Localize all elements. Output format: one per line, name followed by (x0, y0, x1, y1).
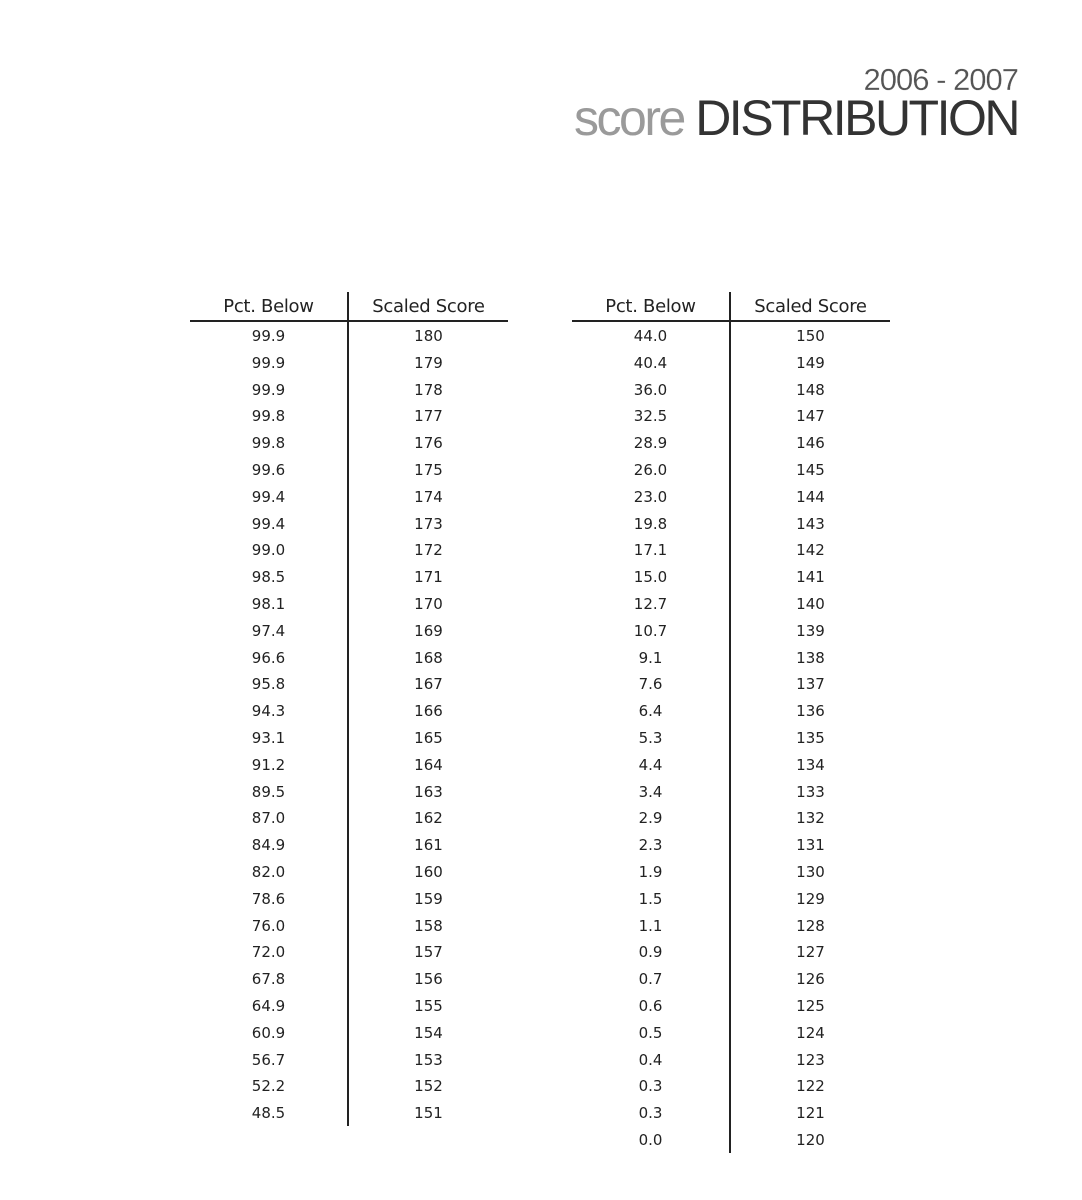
scaled-score-cell: 173 (414, 514, 443, 533)
table-row (190, 644, 508, 671)
table-row (572, 831, 890, 858)
scaled-score-cell: 125 (796, 996, 825, 1015)
pct-below-cell: 48.5 (190, 1099, 349, 1126)
table-row (572, 644, 890, 671)
pct-below-cell: 99.8 (190, 402, 349, 429)
pct-below-cell: 0.7 (572, 965, 731, 992)
table-row (190, 1046, 508, 1073)
table-row (572, 617, 890, 644)
table-row (572, 510, 890, 537)
scaled-score-cell: 156 (414, 970, 443, 989)
pct-below-cell: 52.2 (190, 1072, 349, 1099)
table-row (572, 670, 890, 697)
column-header-scaled-score: Scaled Score (754, 296, 867, 317)
title-distribution: DISTRIBUTION (695, 90, 1018, 146)
pct-below-cell: 4.4 (572, 751, 731, 778)
pct-below-cell: 26.0 (572, 456, 731, 483)
scaled-score-cell: 177 (414, 407, 443, 426)
pct-below-cell: 82.0 (190, 858, 349, 885)
table-row (190, 483, 508, 510)
pct-below-cell: 1.1 (572, 912, 731, 939)
pct-below-cell: 98.5 (190, 563, 349, 590)
table-row (572, 429, 890, 456)
table-row (190, 590, 508, 617)
scaled-score-cell: 147 (796, 407, 825, 426)
scaled-score-cell: 146 (796, 434, 825, 453)
table-row (572, 590, 890, 617)
table-row (190, 1099, 508, 1126)
scaled-score-cell: 132 (796, 809, 825, 828)
table-row (572, 1099, 890, 1126)
scaled-score-cell: 143 (796, 514, 825, 533)
scaled-score-cell: 166 (414, 702, 443, 721)
pct-below-cell: 0.3 (572, 1099, 731, 1126)
scaled-score-cell: 176 (414, 434, 443, 453)
pct-below-cell: 2.9 (572, 804, 731, 831)
scaled-score-cell: 134 (796, 755, 825, 774)
scaled-score-cell: 157 (414, 943, 443, 962)
table-row (190, 804, 508, 831)
scaled-score-cell: 159 (414, 889, 443, 908)
pct-below-cell: 76.0 (190, 912, 349, 939)
pct-below-cell: 99.4 (190, 483, 349, 510)
table-row (190, 831, 508, 858)
pct-below-cell: 64.9 (190, 992, 349, 1019)
page-title (574, 92, 1018, 144)
scaled-score-cell: 171 (414, 568, 443, 587)
scaled-score-cell: 175 (414, 460, 443, 479)
pct-below-cell: 0.3 (572, 1072, 731, 1099)
table-row (190, 402, 508, 429)
table-row (190, 536, 508, 563)
pct-below-cell: 19.8 (572, 510, 731, 537)
table-row (190, 1019, 508, 1046)
scaled-score-cell: 135 (796, 728, 825, 747)
pct-below-cell: 96.6 (190, 644, 349, 671)
scaled-score-cell: 160 (414, 862, 443, 881)
pct-below-cell: 9.1 (572, 644, 731, 671)
table-row (190, 349, 508, 376)
table-row (190, 778, 508, 805)
scaled-score-cell: 149 (796, 353, 825, 372)
pct-below-cell: 3.4 (572, 778, 731, 805)
table-row (572, 804, 890, 831)
table-row (572, 965, 890, 992)
score-table-left (190, 292, 508, 1126)
table-row (572, 697, 890, 724)
pct-below-cell: 99.4 (190, 510, 349, 537)
pct-below-cell: 72.0 (190, 938, 349, 965)
table-row (190, 858, 508, 885)
table-row (190, 992, 508, 1019)
table-row (190, 376, 508, 403)
pct-below-cell: 15.0 (572, 563, 731, 590)
pct-below-cell: 97.4 (190, 617, 349, 644)
pct-below-cell: 99.6 (190, 456, 349, 483)
scaled-score-cell: 178 (414, 380, 443, 399)
pct-below-cell: 99.9 (190, 376, 349, 403)
pct-below-cell: 99.9 (190, 322, 349, 349)
table-row (572, 563, 890, 590)
pct-below-cell: 95.8 (190, 670, 349, 697)
table-row (572, 912, 890, 939)
table-row (190, 912, 508, 939)
scaled-score-cell: 128 (796, 916, 825, 935)
table-row (572, 938, 890, 965)
table-row (572, 1126, 890, 1153)
scaled-score-cell: 169 (414, 621, 443, 640)
table-row (572, 349, 890, 376)
pct-below-cell: 98.1 (190, 590, 349, 617)
pct-below-cell: 5.3 (572, 724, 731, 751)
scaled-score-cell: 164 (414, 755, 443, 774)
scaled-score-cell: 137 (796, 675, 825, 694)
table-row (572, 376, 890, 403)
table-row (572, 1019, 890, 1046)
scaled-score-cell: 129 (796, 889, 825, 908)
table-row (190, 510, 508, 537)
pct-below-cell: 1.9 (572, 858, 731, 885)
table-row (572, 992, 890, 1019)
pct-below-cell: 99.0 (190, 536, 349, 563)
table-row (572, 724, 890, 751)
year-range: 2006 - 2007 (863, 62, 1018, 97)
scaled-score-cell: 154 (414, 1023, 443, 1042)
scaled-score-cell: 123 (796, 1050, 825, 1069)
table-row (190, 456, 508, 483)
table-body (190, 322, 508, 1126)
scaled-score-cell: 144 (796, 487, 825, 506)
pct-below-cell: 91.2 (190, 751, 349, 778)
scaled-score-cell: 180 (414, 327, 443, 345)
scaled-score-cell: 127 (796, 943, 825, 962)
table-row (190, 965, 508, 992)
scaled-score-cell: 138 (796, 648, 825, 667)
table-row (572, 536, 890, 563)
pct-below-cell: 1.5 (572, 885, 731, 912)
scaled-score-cell: 174 (414, 487, 443, 506)
pct-below-cell: 94.3 (190, 697, 349, 724)
pct-below-cell: 87.0 (190, 804, 349, 831)
pct-below-cell: 44.0 (572, 322, 731, 349)
scaled-score-cell: 162 (414, 809, 443, 828)
scaled-score-cell: 172 (414, 541, 443, 560)
scaled-score-cell: 167 (414, 675, 443, 694)
column-header-pct-below: Pct. Below (572, 292, 731, 320)
pct-below-cell: 0.5 (572, 1019, 731, 1046)
table-row (572, 885, 890, 912)
scaled-score-cell: 120 (796, 1130, 825, 1149)
scaled-score-cell: 163 (414, 782, 443, 801)
scaled-score-cell: 121 (796, 1104, 825, 1123)
scaled-score-cell: 140 (796, 594, 825, 613)
pct-below-cell: 7.6 (572, 670, 731, 697)
table-row (190, 938, 508, 965)
table-row (572, 751, 890, 778)
table-row (572, 322, 890, 349)
table-row (572, 402, 890, 429)
pct-below-cell: 12.7 (572, 590, 731, 617)
pct-below-cell: 40.4 (572, 349, 731, 376)
pct-below-cell: 84.9 (190, 831, 349, 858)
scaled-score-cell: 170 (414, 594, 443, 613)
column-header-scaled-score: Scaled Score (372, 296, 485, 317)
pct-below-cell: 0.0 (572, 1126, 731, 1153)
table-row (190, 697, 508, 724)
table-row (190, 322, 508, 349)
table-row (190, 1072, 508, 1099)
pct-below-cell: 99.8 (190, 429, 349, 456)
pct-below-cell: 60.9 (190, 1019, 349, 1046)
page-heading (574, 62, 1018, 144)
scaled-score-cell: 148 (796, 380, 825, 399)
pct-below-cell: 89.5 (190, 778, 349, 805)
scaled-score-cell: 165 (414, 728, 443, 747)
scaled-score-cell: 179 (414, 353, 443, 372)
pct-below-cell: 23.0 (572, 483, 731, 510)
scaled-score-cell: 130 (796, 862, 825, 881)
scaled-score-cell: 150 (796, 327, 825, 345)
table-row (572, 858, 890, 885)
pct-below-cell: 0.9 (572, 938, 731, 965)
table-row (190, 885, 508, 912)
scaled-score-cell: 168 (414, 648, 443, 667)
table-row (190, 751, 508, 778)
scaled-score-cell: 131 (796, 836, 825, 855)
scaled-score-cell: 153 (414, 1050, 443, 1069)
pct-below-cell: 99.9 (190, 349, 349, 376)
column-header-pct-below: Pct. Below (190, 292, 349, 320)
scaled-score-cell: 133 (796, 782, 825, 801)
table-header-row (572, 292, 890, 322)
scaled-score-cell: 161 (414, 836, 443, 855)
table-row (190, 429, 508, 456)
pct-below-cell: 2.3 (572, 831, 731, 858)
table-row (190, 670, 508, 697)
pct-below-cell: 93.1 (190, 724, 349, 751)
scaled-score-cell: 139 (796, 621, 825, 640)
table-row (190, 617, 508, 644)
pct-below-cell: 17.1 (572, 536, 731, 563)
table-row (190, 563, 508, 590)
pct-below-cell: 56.7 (190, 1046, 349, 1073)
scaled-score-cell: 141 (796, 568, 825, 587)
scaled-score-cell: 126 (796, 970, 825, 989)
scaled-score-cell: 136 (796, 702, 825, 721)
table-body (572, 322, 890, 1153)
title-score: score (574, 90, 684, 146)
table-row (572, 778, 890, 805)
scaled-score-cell: 122 (796, 1077, 825, 1096)
table-row (572, 1072, 890, 1099)
scaled-score-cell: 158 (414, 916, 443, 935)
pct-below-cell: 67.8 (190, 965, 349, 992)
table-row (572, 456, 890, 483)
scaled-score-cell: 155 (414, 996, 443, 1015)
pct-below-cell: 32.5 (572, 402, 731, 429)
pct-below-cell: 78.6 (190, 885, 349, 912)
table-row (190, 724, 508, 751)
table-header-row (190, 292, 508, 322)
table-row (572, 1046, 890, 1073)
scaled-score-cell: 145 (796, 460, 825, 479)
score-table-right (572, 292, 890, 1153)
pct-below-cell: 6.4 (572, 697, 731, 724)
scaled-score-cell: 152 (414, 1077, 443, 1096)
pct-below-cell: 36.0 (572, 376, 731, 403)
table-row (572, 483, 890, 510)
pct-below-cell: 28.9 (572, 429, 731, 456)
scaled-score-cell: 124 (796, 1023, 825, 1042)
pct-below-cell: 10.7 (572, 617, 731, 644)
pct-below-cell: 0.4 (572, 1046, 731, 1073)
scaled-score-cell: 142 (796, 541, 825, 560)
scaled-score-cell: 151 (414, 1104, 443, 1123)
pct-below-cell: 0.6 (572, 992, 731, 1019)
